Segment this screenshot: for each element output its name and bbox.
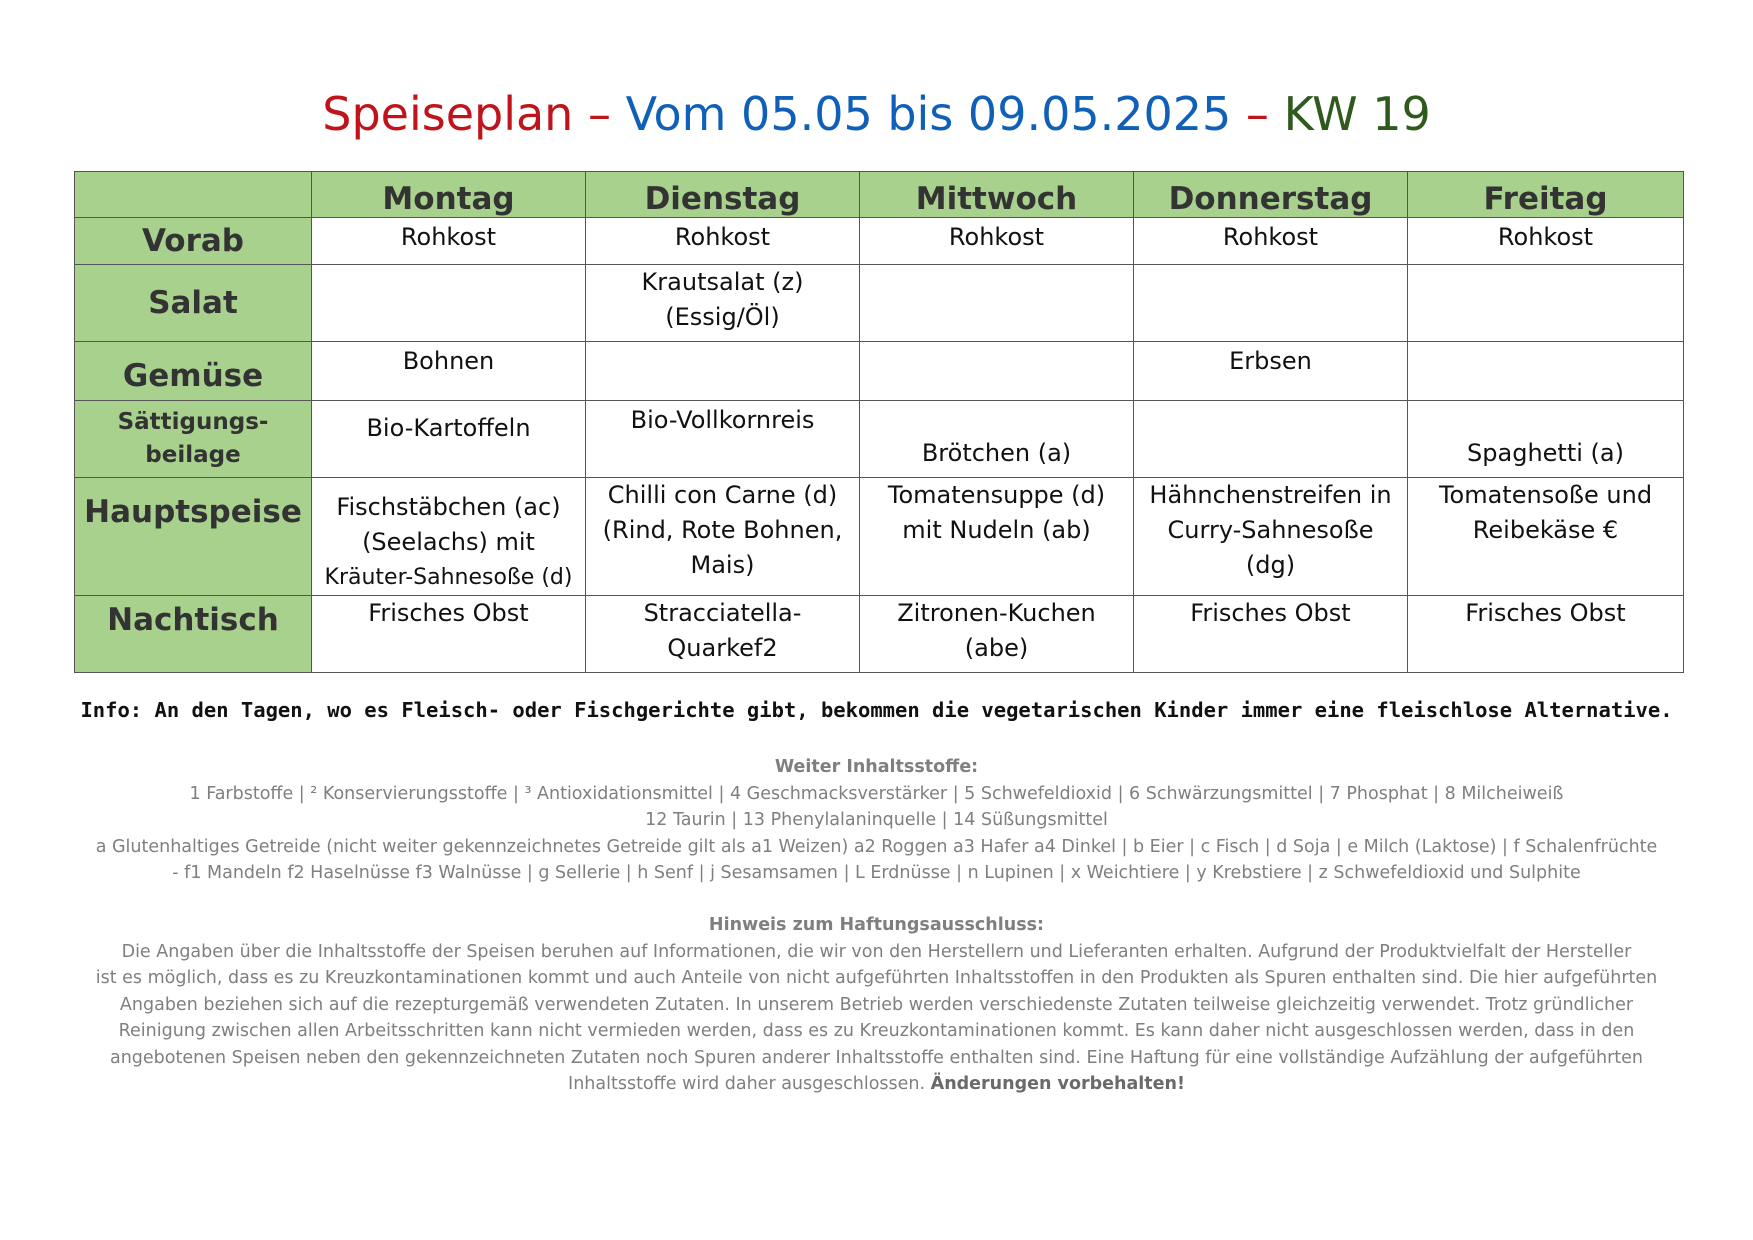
cell-salat-thursday — [1134, 265, 1408, 342]
row-label-nachtisch: Nachtisch — [75, 596, 312, 673]
day-header-thursday: Donnerstag — [1134, 172, 1408, 218]
cell-haupt-wednesday: Tomatensuppe (d) mit Nudeln (ab) — [860, 478, 1134, 596]
cell-haupt-monday: Fischstäbchen (ac) (Seelachs) mit Kräuter-Sahnesoße (d) — [312, 478, 586, 596]
changes-reserved-note: Änderungen vorbehalten! — [930, 1074, 1185, 1094]
disclaimer-section — [60, 912, 1693, 1098]
disclaimer-last-line: Inhaltsstoffe wird daher ausgeschlossen. Änderungen vorbehalten! — [568, 1074, 1185, 1094]
title-date-range: Vom 05.05 bis 09.05.2025 — [625, 87, 1232, 141]
day-header-friday: Freitag — [1408, 172, 1684, 218]
ingredients-line: 12 Taurin | 13 Phenylalaninquelle | 14 Süßungsmittel — [645, 810, 1108, 830]
row-saettigungsbeilage — [75, 401, 1684, 478]
vegetarian-info-note: Info: An den Tagen, wo es Fleisch- oder Fischgerichte gibt, bekommen die vegetarischen Kinder immer eine fleischlose Alternative. — [80, 698, 1673, 722]
cell-salat-monday — [312, 265, 586, 342]
disclaimer-line: ist es möglich, dass es zu Kreuzkontaminationen kommt und auch Anteile von nicht aufgeführten Inhaltsstoffen in den Produkten als Spuren enthalten sind. Die hier aufgeführten — [95, 968, 1658, 988]
day-header-wednesday: Mittwoch — [860, 172, 1134, 218]
cell-line: (Essig/Öl) — [665, 303, 780, 331]
cell-vorab-thursday: Rohkost — [1134, 218, 1408, 265]
cell-beilage-friday: Spaghetti (a) — [1408, 401, 1684, 478]
cell-salat-wednesday — [860, 265, 1134, 342]
row-hauptspeise — [75, 478, 1684, 596]
ingredients-line: a Glutenhaltiges Getreide (nicht weiter gekennzeichnetes Getreide gilt als a1 Weizen) a2 Roggen a3 Hafer a4 Dinkel | b Eier | c Fisch | d Soja | e Milch (Laktose) | f Schalenfrüchte — [95, 836, 1658, 857]
header-row — [75, 172, 1684, 218]
title-separator: – — [573, 87, 626, 141]
disclaimer-line: Angaben beziehen sich auf die rezepturgemäß verwendeten Zutaten. In unserem Betrieb werden verschiedenste Zutaten teilweise gleichzeitig verwendet. Trotz gründlicher — [119, 994, 1634, 1015]
page-title — [0, 84, 1753, 144]
cell-nachtisch-monday: Frisches Obst — [312, 596, 586, 673]
row-gemuese — [75, 342, 1684, 401]
cell-nachtisch-wednesday: Zitronen-Kuchen (abe) — [860, 596, 1134, 673]
row-nachtisch — [75, 596, 1684, 673]
day-header-tuesday: Dienstag — [586, 172, 860, 218]
row-label-salat: Salat — [75, 265, 312, 342]
cell-vorab-friday: Rohkost — [1408, 218, 1684, 265]
cell-vorab-monday: Rohkost — [312, 218, 586, 265]
cell-nachtisch-tuesday: Stracciatella- Quarkef2 — [586, 596, 860, 673]
row-label-gemuese: Gemüse — [75, 342, 312, 401]
cell-haupt-tuesday: Chilli con Carne (d) (Rind, Rote Bohnen, Mais) — [586, 478, 860, 596]
row-label-vorab: Vorab — [75, 218, 312, 265]
cell-gemuese-wednesday — [860, 342, 1134, 401]
cell-haupt-friday: Tomatensoße und Reibekäse € — [1408, 478, 1684, 596]
title-separator: – — [1231, 87, 1284, 141]
disclaimer-line: Die Angaben über die Inhaltsstoffe der Speisen beruhen auf Informationen, die wir von den Herstellern und Lieferanten erhalten. Aufgrund der Produktvielfalt der Hersteller — [121, 941, 1632, 962]
cell-beilage-tuesday: Bio-Vollkornreis — [586, 401, 860, 478]
row-label-hauptspeise: Hauptspeise — [75, 478, 312, 596]
cell-gemuese-friday — [1408, 342, 1684, 401]
cell-nachtisch-friday: Frisches Obst — [1408, 596, 1684, 673]
cell-nachtisch-thursday: Frisches Obst — [1134, 596, 1408, 673]
cell-salat-tuesday — [586, 265, 860, 342]
cell-gemuese-monday: Bohnen — [312, 342, 586, 401]
cell-vorab-wednesday: Rohkost — [860, 218, 1134, 265]
row-salat — [75, 265, 1684, 342]
cell-beilage-monday: Bio-Kartoffeln — [312, 401, 586, 478]
cell-salat-friday — [1408, 265, 1684, 342]
day-header-monday: Montag — [312, 172, 586, 218]
cell-gemuese-tuesday — [586, 342, 860, 401]
cell-line: Krautsalat (z) — [641, 268, 804, 296]
title-speiseplan: Speiseplan — [322, 87, 574, 141]
cell-gemuese-thursday: Erbsen — [1134, 342, 1408, 401]
ingredients-heading: Weiter Inhaltsstoffe: — [774, 757, 979, 777]
cell-vorab-tuesday: Rohkost — [586, 218, 860, 265]
disclaimer-line: Reinigung zwischen allen Arbeitsschritten kann nicht vermieden werden, dass es zu Kreuzkontaminationen kommt. Es kann daher nicht ausgeschlossen werden, dass in den — [118, 1021, 1635, 1041]
cell-haupt-thursday: Hähnchenstreifen in Curry-Sahnesoße (dg) — [1134, 478, 1408, 596]
ingredients-line: - f1 Mandeln f2 Haselnüsse f3 Walnüsse | g Sellerie | h Senf | j Sesamsamen | L Erdnüsse | n Lupinen | x Weichtiere | y Krebstiere | z Schwefeldioxid und Sulphite — [172, 863, 1581, 883]
row-label-saettigungsbeilage: Sättigungs- beilage — [75, 401, 312, 478]
cell-beilage-thursday — [1134, 401, 1408, 478]
corner-cell — [75, 172, 312, 218]
cell-beilage-wednesday: Brötchen (a) — [860, 401, 1134, 478]
disclaimer-line: angebotenen Speisen neben den gekennzeichneten Zutaten noch Spuren anderer Inhaltsstoffe enthalten sind. Eine Haftung für eine vollständige Aufzählung der aufgeführten — [109, 1047, 1644, 1068]
disclaimer-heading: Hinweis zum Haftungsausschluss: — [708, 915, 1045, 935]
ingredients-line: 1 Farbstoffe | ² Konservierungsstoffe | ³ Antioxidationsmittel | 4 Geschmacksverstärker | 5 Schwefeldioxid | 6 Schwärzungsmittel | 7 Phosphat | 8 Milcheiweiß — [189, 783, 1564, 804]
meal-plan-table — [74, 171, 1684, 673]
ingredients-legend — [60, 754, 1693, 887]
row-vorab — [75, 218, 1684, 265]
title-week: KW 19 — [1283, 87, 1431, 141]
